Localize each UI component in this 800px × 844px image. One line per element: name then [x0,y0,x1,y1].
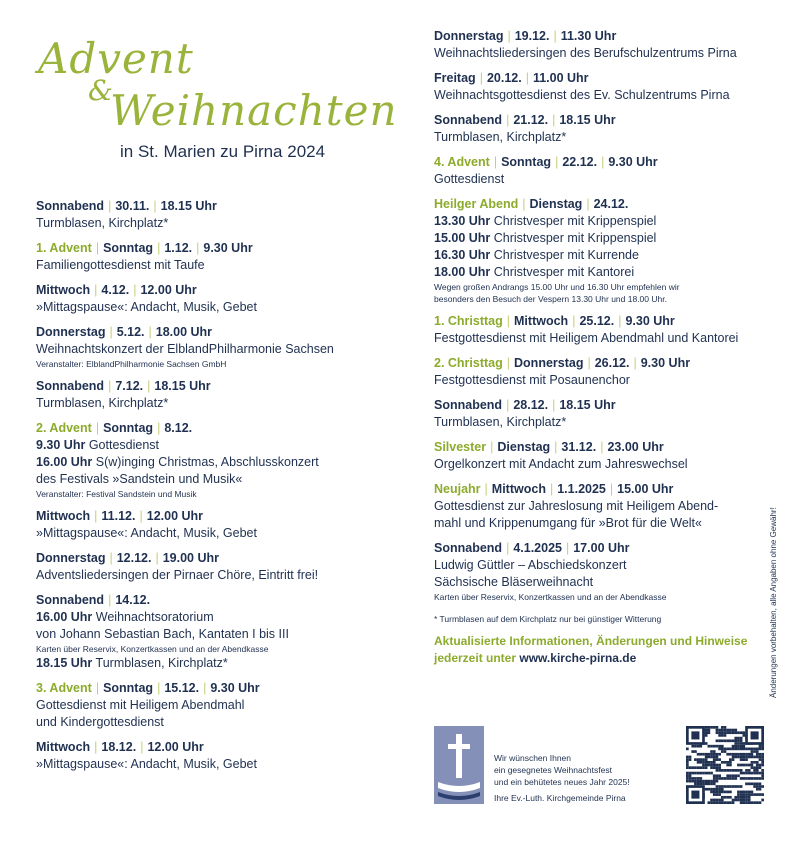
event-entry [36,378,381,412]
event-heading-part: Sonnabend [36,199,105,213]
qr-code-icon[interactable] [686,726,764,804]
update-info [434,633,794,667]
event-description: Sächsische Bläserweihnacht [434,575,594,589]
event-description: Turmblasen, Kirchplatz* [434,130,567,144]
event-entry [434,439,794,473]
event-entry [434,196,794,305]
event-heading-part: 23.00 Uhr [607,440,664,454]
separator: | [507,29,511,43]
event-heading-part: 9.30 Uhr [640,356,691,370]
time-label: 9.30 Uhr [36,438,86,452]
separator: | [586,197,590,211]
event-description: Turmblasen, Kirchplatz* [36,396,169,410]
time-label: 16.00 Uhr [36,455,93,469]
event-heading-part: 22.12. [562,155,598,169]
timed-line [434,247,794,264]
event-entry [434,70,794,104]
event-heading-part: Neujahr [434,482,481,496]
event-heading-part: Dienstag [497,440,551,454]
separator: | [555,155,559,169]
separator: | [140,740,144,754]
time-description: S(w)inging Christmas, Abschlusskonzert [95,455,319,469]
event-heading-part: 18.15 Uhr [154,379,211,393]
separator: | [506,113,510,127]
event-heading-part: Donnerstag [514,356,584,370]
event-heading-part: 14.12. [115,593,151,607]
separator: | [148,325,152,339]
separator: | [552,398,556,412]
event-heading-part: Mittwoch [36,740,91,754]
time-description: Christvesper mit Krippenspiel [493,214,657,228]
title-advent: Advent [38,34,194,83]
separator: | [506,541,510,555]
separator: | [572,314,576,328]
separator: | [565,541,570,555]
timed-line [36,437,381,454]
event-heading-part: 12.12. [116,551,152,565]
event-heading-part: 9.30 Uhr [203,241,253,255]
separator: | [600,440,604,454]
event-small-note: Veranstalter: Festival Sandstein und Musik [36,489,197,499]
event-heading-part: Sonntag [103,421,154,435]
event-heading [36,240,381,257]
separator: | [196,241,200,255]
event-heading [434,196,794,213]
events-right-column [434,28,794,667]
event-description: Festgottesdienst mit Heiligem Abendmahl und Kantorei [434,331,739,345]
disclaimer-side-note: Änderungen vorbehalten, alle Angaben ohne Gewähr! [769,507,778,699]
event-entry [36,508,381,542]
event-heading-part: 25.12. [579,314,615,328]
separator: | [484,482,488,496]
event-description: Weihnachtsliedersingen des Berufschulzentrums Pirna [434,46,737,60]
event-description: »Mittagspause«: Andacht, Musik, Gebet [36,526,257,540]
event-entry [434,154,794,188]
separator: | [633,356,637,370]
separator: | [609,482,614,496]
title-weihnachten: Weihnachten [110,86,398,135]
separator: | [479,71,483,85]
event-entry [36,282,381,316]
event-small-note: Karten über Reservix, Konzertkassen und an der Abendkasse [434,592,667,602]
event-heading [36,198,381,215]
event-heading-part: 7.12. [115,379,144,393]
event-heading-part: 9.30 Uhr [625,314,675,328]
separator: | [587,356,591,370]
timed-line [434,264,794,281]
event-entry [36,592,381,672]
separator: | [155,551,159,565]
separator: | [94,283,98,297]
separator: | [147,379,151,393]
event-entry [36,420,381,500]
subtitle: in St. Marien zu Pirna 2024 [120,142,326,161]
event-entry [434,112,794,146]
event-entry [36,680,381,731]
event-heading-part: Donnerstag [36,325,106,339]
event-description: Turmblasen, Kirchplatz* [36,216,169,230]
event-entry [36,739,381,773]
event-heading-part: 12.00 Uhr [140,283,197,297]
event-heading-part: Sonnabend [36,593,105,607]
event-entry [36,550,381,584]
event-heading-part: Sonnabend [434,113,503,127]
event-heading-part: 19.12. [514,29,550,43]
separator: | [153,199,157,213]
event-entry [36,198,381,232]
event-heading-part: 17.00 Uhr [573,541,630,555]
event-heading-part: Dienstag [529,197,583,211]
separator: | [522,197,526,211]
time-description: Turmblasen, Kirchplatz* [95,656,228,670]
event-heading [434,397,794,414]
separator: | [157,241,161,255]
event-heading-part: 28.12. [513,398,549,412]
event-heading [36,680,381,697]
event-entry [36,324,381,370]
event-description: Gottesdienst zur Jahreslosung mit Heiligem Abend- [434,499,719,513]
event-heading-part: 15.00 Uhr [617,482,674,496]
event-heading [434,154,794,171]
event-heading-part: Mittwoch [36,509,91,523]
event-heading-part: 1.12. [164,241,193,255]
event-description: Orgelkonzert mit Andacht zum Jahreswechsel [434,457,688,471]
separator: | [506,314,511,328]
event-heading-part: 11.12. [101,509,136,523]
event-description: Ludwig Güttler – Abschiedskonzert [434,558,627,572]
separator: | [490,440,494,454]
event-heading-part: 11.30 Uhr [560,29,617,43]
event-heading-part: Donnerstag [36,551,106,565]
footnote: * Turmblasen auf dem Kirchplatz nur bei günstiger Witterung [434,614,662,624]
separator: | [549,482,554,496]
title-ampersand: & [88,74,113,107]
time-description: Weihnachtsoratorium [95,610,214,624]
event-heading-part: 18.00 Uhr [155,325,213,339]
event-heading-part: Mittwoch [491,482,546,496]
event-description: von Johann Sebastian Bach, Kantaten I bis III [36,627,289,641]
separator: | [95,421,100,435]
event-heading [434,112,794,129]
time-label: 15.00 Uhr [434,231,491,245]
event-heading-part: 15.12. [164,681,200,695]
event-heading-part: 21.12. [513,113,549,127]
event-description: Weihnachtskonzert der ElblandPhilharmonie Sachsen [36,342,334,356]
time-description: Christvesper mit Kantorei [493,265,635,279]
event-description: Weihnachtsgottesdienst des Ev. Schulzentrums Pirna [434,88,730,102]
greeting-line: ein gesegnetes Weihnachtsfest [494,765,612,775]
church-logo-icon [434,726,484,804]
time-description: Christvesper mit Krippenspiel [493,231,657,245]
event-heading-part: Sonnabend [434,398,503,412]
event-small-note: Veranstalter: ElblandPhilharmonie Sachsen GmbH [36,359,227,369]
greeting-line: und ein behütetes neues Jahr 2025! [494,777,630,787]
event-heading [36,282,381,299]
title-logo [30,34,398,139]
timed-line [434,213,794,230]
event-heading-part: Sonnabend [434,541,503,555]
separator: | [157,421,161,435]
event-description: Gottesdienst [434,172,505,186]
event-heading [434,70,794,87]
event-heading-part: 18.12. [101,740,137,754]
event-heading-part: 11.00 Uhr [532,71,589,85]
timed-line [36,454,381,471]
event-heading-part: 9.30 Uhr [210,681,260,695]
event-entry [434,540,794,603]
event-description: und Kindergottesdienst [36,715,164,729]
timed-line [36,655,381,672]
update-line: Aktualisierte Informationen, Änderungen und Hinweise [434,634,748,648]
event-description: Gottesdienst mit Heiligem Abendmahl [36,698,245,712]
event-small-note: Wegen großen Andrangs 15.00 Uhr und 16.30 Uhr empfehlen wir [434,282,680,292]
event-heading-part: Sonntag [103,241,154,255]
event-heading-part: 31.12. [561,440,597,454]
event-heading-part: Sonntag [103,681,154,695]
event-heading [434,28,794,45]
event-heading-part: 12.00 Uhr [147,740,204,754]
event-heading-part: Heilger Abend [434,197,519,211]
separator: | [203,681,207,695]
event-heading [434,439,794,456]
events-left-column [36,198,381,781]
time-label: 18.00 Uhr [434,265,491,279]
event-heading [36,592,381,609]
event-heading-part: 4.1.2025 [513,541,562,555]
event-heading-part: 4.12. [101,283,130,297]
separator: | [133,283,137,297]
event-heading [36,378,381,395]
event-heading [434,481,794,498]
greeting-block [494,752,664,804]
event-heading-part: 18.15 Uhr [160,199,217,213]
separator: | [525,71,529,85]
event-heading [434,355,794,372]
separator: | [108,199,112,213]
separator: | [506,356,511,370]
separator: | [109,325,113,339]
event-heading-part: 1. Christtag [434,314,503,328]
event-heading-part: 2. Advent [36,421,92,435]
event-small-note: Karten über Reservix, Konzertkassen und an der Abendkasse [36,644,269,654]
timed-line [36,609,381,626]
greeting-line: Wir wünschen Ihnen [494,753,572,763]
event-heading-part: 8.12. [164,421,193,435]
event-heading-part: 5.12. [116,325,145,339]
event-description: Turmblasen, Kirchplatz* [434,415,567,429]
event-heading-part: Donnerstag [434,29,504,43]
event-heading [36,420,381,437]
event-heading-part: 18.15 Uhr [559,113,616,127]
event-heading-part: Silvester [434,440,487,454]
event-small-note: besonders den Besuch der Vespern 13.30 Uhr und 18.00 Uhr. [434,294,667,304]
event-heading-part: Sonntag [501,155,552,169]
time-label: 18.15 Uhr [36,656,93,670]
event-heading-part: Sonnabend [36,379,105,393]
time-description: Gottesdienst [88,438,160,452]
separator: | [94,740,98,754]
separator: | [506,398,510,412]
event-heading [36,508,381,525]
separator: | [95,241,100,255]
event-heading-part: 30.11. [115,199,150,213]
time-label: 16.30 Uhr [434,248,491,262]
event-description: Adventsliedersingen der Pirnaer Chöre, Eintritt frei! [36,568,319,582]
separator: | [108,379,112,393]
event-heading-part: 1. Advent [36,241,92,255]
event-entry [434,355,794,389]
event-entry [434,481,794,532]
event-heading-part: 12.00 Uhr [146,509,204,523]
separator: | [95,681,100,695]
event-description: »Mittagspause«: Andacht, Musik, Gebet [36,757,257,771]
separator: | [108,593,112,607]
event-heading-part: 2. Christtag [434,356,503,370]
timed-line [434,230,794,247]
event-heading-part: 4. Advent [434,155,490,169]
event-heading-part: 20.12. [486,71,522,85]
event-entry [434,313,794,347]
event-heading-part: Freitag [434,71,476,85]
event-heading [36,739,381,756]
event-heading [434,540,794,557]
separator: | [94,509,98,523]
event-entry [434,28,794,62]
event-heading [36,324,381,341]
separator: | [553,29,557,43]
update-line [434,650,794,667]
event-heading-part: 19.00 Uhr [162,551,219,565]
event-heading-part: 18.15 Uhr [559,398,616,412]
event-heading-part: 24.12. [593,197,629,211]
event-heading-part: Mittwoch [36,283,91,297]
event-description: »Mittagspause«: Andacht, Musik, Gebet [36,300,257,314]
event-heading-part: 26.12. [594,356,630,370]
separator: | [493,155,498,169]
separator: | [552,113,556,127]
event-heading-part: 1.1.2025 [557,482,606,496]
event-heading-part: Mittwoch [514,314,569,328]
event-entry [434,397,794,431]
event-heading-part: 3. Advent [36,681,92,695]
event-description: Familiengottesdienst mit Taufe [36,258,205,272]
time-description: Christvesper mit Kurrende [493,248,639,262]
event-heading-part: 9.30 Uhr [608,155,658,169]
greeting-signature: Ihre Ev.-Luth. Kirchgemeinde Pirna [494,793,626,803]
separator: | [157,681,161,695]
time-label: 16.00 Uhr [36,610,93,624]
separator: | [139,509,143,523]
event-heading [36,550,381,567]
separator: | [618,314,622,328]
event-heading [434,313,794,330]
time-label: 13.30 Uhr [434,214,491,228]
separator: | [109,551,113,565]
event-entry [36,240,381,274]
separator: | [554,440,558,454]
event-description: Festgottesdienst mit Posaunenchor [434,373,630,387]
separator: | [601,155,605,169]
website-link[interactable]: www.kirche-pirna.de [519,651,637,665]
event-description: mahl und Krippenumgang für »Brot für die Welt« [434,516,702,530]
update-label: jederzeit unter [434,651,517,665]
event-description: des Festivals »Sandstein und Musik« [36,472,243,486]
